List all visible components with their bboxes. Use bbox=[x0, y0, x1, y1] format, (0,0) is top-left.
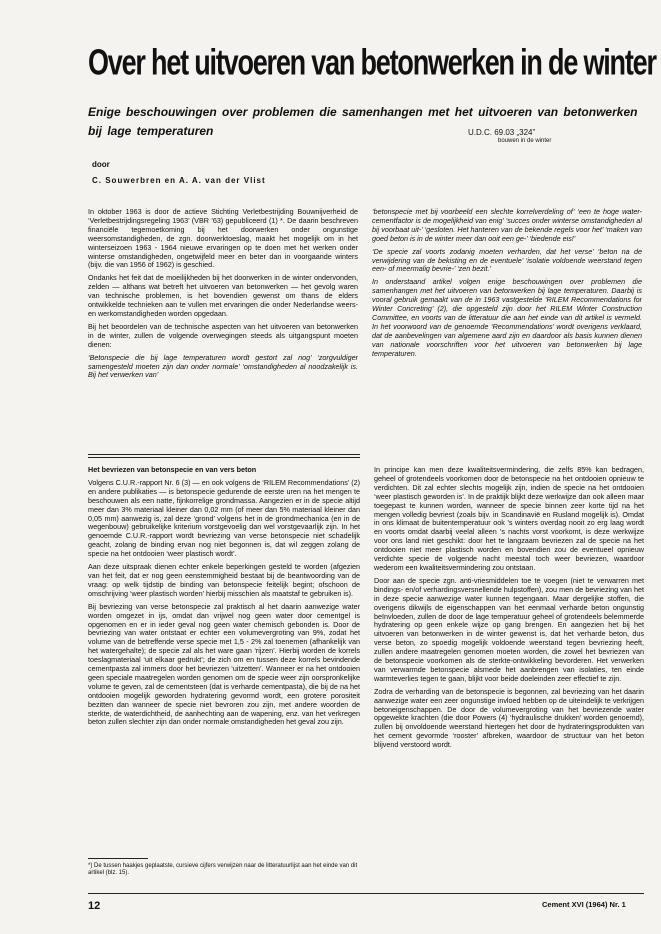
paragraph: ‘betonspecie met bij voorbeeld een slechte korrelverdeling of’ ‘een te hoge water-cementfactor is de mogelijkheid van enig’ ‘succes onder winterse omstandigheden al bij voorbaat uit-’ ‘gesloten. Het hanteren van de bekende regels voor het’ ‘maken van goed beton is in de winter meer dan ooit een ge-’ ‘biedende eis!’ bbox=[372, 208, 642, 243]
paragraph: Aan deze uitspraak dienen echter enkele beperkingen gesteld te worden (afgezien van het feit, dat er nog geen eenstemmigheid bestaat bij de beantwoording van de vraag: op welk tijdstip de binding van betonspecie feitelijk begint; ofschoon de omschrijving ‘weer plastisch worden’ hierbij misschien als maatstaf te gebruiken is). bbox=[88, 562, 360, 598]
paragraph: In oktober 1963 is door de actieve Stichting Verletbestrijding Bouwnijverheid de ‘Verletbestrijdingsregeling 1963’ (VBR ’63) gepubliceerd (1) *. De daarin beschreven financiële tegemoetkoming bij het doorwerken onder ongunstige weersomstandigheden, de zgn. doorwerktoeslag, maakt het mogelijk om in het winterseizoen 1963 - 1964 nieuwe ervaringen op te doen met het werken onder winterse omstandigheden, ongetwijfeld meer en beter dan in voorgaande winters (bijv. die van 1956 of 1962) is geschied. bbox=[88, 208, 358, 270]
section-divider bbox=[88, 454, 360, 455]
article-title: Over het uitvoeren van betonwerken in de winter bbox=[88, 42, 656, 83]
section-left-column bbox=[88, 466, 360, 856]
footnote: *) De tussen haakjes geplaatste, cursieve cijfers verwijzen naar de litteratuurlijst aan het einde van dit artikel (blz. 15). bbox=[88, 863, 358, 876]
paragraph: Bij bevriezing van verse betonspecie zal praktisch al het daarin aanwezige water worden omgezet in ijs, omdat dan vrijwel nog geen water door cementgel is opgenomen en er in ieder geval nog geen water chemisch gebonden is. Door de bevriezing van water ontstaat er echter een volumevergroting van 9%, zodat het volume van de betreffende verse specie met 1,5 - 2% zal toenemen (afhankelijk van het watergehalte); de specie zal als het ware gaan ‘rijzen’. Hierbij worden de korrels toeslagmateriaal ‘uit elkaar gedrukt’; de zich om en tussen deze korrels bevindende cementpasta zal immers door het bevriezen ‘uitzetten’. Wanneer er na het ontdooien geen speciale maatregelen worden genomen om de specie weer zijn oorspronkelijke volume te geven, zal de cementsteen (dat is verharde cementpasta), die bij de na het ontdooien mogelijk geworden hydratering gevormd wordt, een grotere porositeit bezitten dan wanneer de specie niet bevroren zou zijn, met andere woorden de sterkte, de waterdichtheid, de aanhechting aan de wapening, enz. van het verkregen beton zullen slechter zijn dan onder normale omstandigheden het geval zou zijn. bbox=[88, 601, 360, 727]
section-right-column bbox=[374, 466, 644, 886]
udc-note: bouwen in de winter bbox=[498, 138, 552, 144]
footnote-rule bbox=[88, 858, 148, 859]
udc-code: U.D.C. 69.03 „324” bbox=[468, 128, 536, 137]
section-divider bbox=[88, 457, 360, 458]
authors: C. Souwerbren en A. A. van der Vlist bbox=[92, 176, 266, 185]
paragraph: Ondanks het feit dat de moeilijkheden bij het doorwerken in de winter ondervonden, zelden — althans wat betreft het uitvoeren van betonwerken — het gevolg waren van technische problemen, is het bovendien gewenst om thans de elders ontwikkelde technieken aan te vullen met ervaringen die onder Nederlandse weers- en werkomstandigheden worden opgedaan. bbox=[88, 273, 358, 318]
journal-reference: Cement XVI (1964) Nr. 1 bbox=[542, 900, 626, 909]
intro-right-column bbox=[372, 208, 642, 444]
article-subtitle: Enige beschouwingen over problemen die samenhangen met het uitvoeren van betonwerken bij lage temperaturen bbox=[88, 105, 638, 138]
paragraph: ‘Betonspecie die bij lage temperaturen wordt gestort zal nog’ ‘zorgvuldiger samengesteld moeten zijn dan onder normale’ ‘omstandigheden al noodzakelijk is. Bij het verwerken van’ bbox=[88, 352, 358, 380]
paragraph: ‘De specie zal voorts zodanig moeten verharden, dat het verse’ ‘beton na de verwijdering van de bekisting en de eventuele’ ‘isolatie voldoende weerstand tegen een- of meermalig bevrie-’ ‘zen bezit.’ bbox=[372, 246, 642, 274]
paragraph: Volgens C.U.R.-rapport Nr. 6 (3) — en ook volgens de ‘RILEM Recommendations’ (2) en andere publikaties — is betonspecie gedurende de eerste uren na het mengen te beschouwen als een natte, fijnkorrelige grondmassa. Aangezien er in de specie altijd meer dan 3% materiaal kleiner dan 0,02 mm (of meer dan 5% materiaal kleiner dan 0,05 mm) aanwezig is, zal deze ‘grond’ volgens het in de grondmechanica (en in de wegenbouw) gebruikelijke kriterium vorstgevoelig dan wel vorstgevaarlijk zijn. In het genoemde C.U.R.-rapport wordt bevriezing van verse betonspecie niet schadelijk geacht, zolang de binding ervan nog niet begonnen is, dat wil zeggen zolang de specie na het ontdooien ‘weer plastisch wordt’. bbox=[88, 477, 360, 559]
paragraph: Door aan de specie zgn. anti-vriesmiddelen toe te voegen (niet te verwarren met bindings- en/of verhardingsversnellende hulpstoffen), zou men de bevriezing van het in deze specie aanwezige water kunnen tegengaan. Maar dergelijke stoffen, die overigens dikwijls de eigenschappen van het eenmaal verharde beton ongunstig beïnvloeden, zullen de door de lage temperatuur geheel of grotendeels belemmerde hydratering op geen enkele wijze op gang brengen. En aangezien het bij het uitvoeren van betonwerken in de winter gewenst is, dat het verharde beton, dus verse beton, zo spoedig mogelijk voldoende weerstand tegen bevriezing heeft, zullen andere maatregelen genomen moeten worden, die zowel het bevriezen van de betonspecie voorkomen als de sterkte-ontwikkeling bevorderen. Het verwerken van verwarmde betonspecie alsmede het aanbrengen van isolaties, ten einde warmteverlies tegen te gaan, blijkt voor beide doeleinden zeer effectief te zijn. bbox=[374, 575, 644, 683]
paragraph: In principe kan men deze kwaliteitsvermindering, die zelfs 85% kan bedragen, geheel of grotendeels voorkomen door de betonspecie na het ontdooien opnieuw te verdichten. Dit zal echter slechts mogelijk zijn, indien de specie na het ontdooien ‘weer plastisch geworden is’. In de praktijk blijkt deze werkwijze dan ook alleen maar toegepast te kunnen worden, wanneer de specie binnen zeer korte tijd na het mengen volledig bevriest (zoals bijv. in Scandinavië en Rusland mogelijk is). Omdat in ons klimaat de buitentemperatuur ook ’s winters overdag nooit zo erg laag wordt en voorts omdat daarbij veelal alleen ’s nachts vorst voorkomt, is deze werkwijze voor ons land niet geschikt: door het te langzaam bevriezen zal de specie na het ontdooien niet meer plastisch worden en bovendien zou de eventueel opnieuw verdichte specie de volgende nacht meestal toch weer bevriezen, waardoor wederom een kwaliteitsvermindering zou ontstaan. bbox=[374, 466, 644, 572]
page-number: 12 bbox=[88, 900, 101, 912]
intro-left-column bbox=[88, 208, 358, 444]
footer-rule bbox=[88, 893, 644, 894]
paragraph: Zodra de verharding van de betonspecie is begonnen, zal bevriezing van het daarin aanwezige water een zeer ongunstige invloed hebben op de uiteindelijk te verkrijgen betoneigenschappen. De door de volumevergroting van het bevriezende water opgewekte krachten (die door Powers (4) ‘hydraulische drukken’ worden genoemd), zullen bij onvoldoende weerstand hiertegen het door de hydrateringsprodukten van het cement gevormde ‘rooster’ afbreken, waardoor de structuur van het beton blijvend verstoord wordt. bbox=[374, 686, 644, 750]
paragraph: Bij het beoordelen van de technische aspecten van het uitvoeren van betonwerken in de winter, zullen de volgende overwegingen steeds als uitgangspunt moeten dienen: bbox=[88, 321, 358, 349]
section-heading: Het bevriezen van betonspecie en van vers beton bbox=[88, 466, 257, 474]
byline-door: door bbox=[92, 160, 110, 169]
paragraph: In onderstaand artikel volgen enige beschouwingen over problemen die samenhangen met het uitvoeren van betonwerken bij lage temperaturen. Daarbij is vooral gebruik gemaakt van de in 1963 vastgestelde ‘RILEM Recommendations for Winter Concreting’ (2), die opgesteld zijn door het RILEM Winter Construction Committee, en voorts van de litteratuur die aan het einde van dit artikel is vermeld. In het voorwoord van de genoemde ‘Recommendations’ wordt overigens verklaard, dat de aanbevelingen van algemene aard zijn en daardoor als basis kunnen dienen van nationale voorschriften voor het uitvoeren van betonwerken bij lage temperaturen. bbox=[372, 277, 642, 358]
